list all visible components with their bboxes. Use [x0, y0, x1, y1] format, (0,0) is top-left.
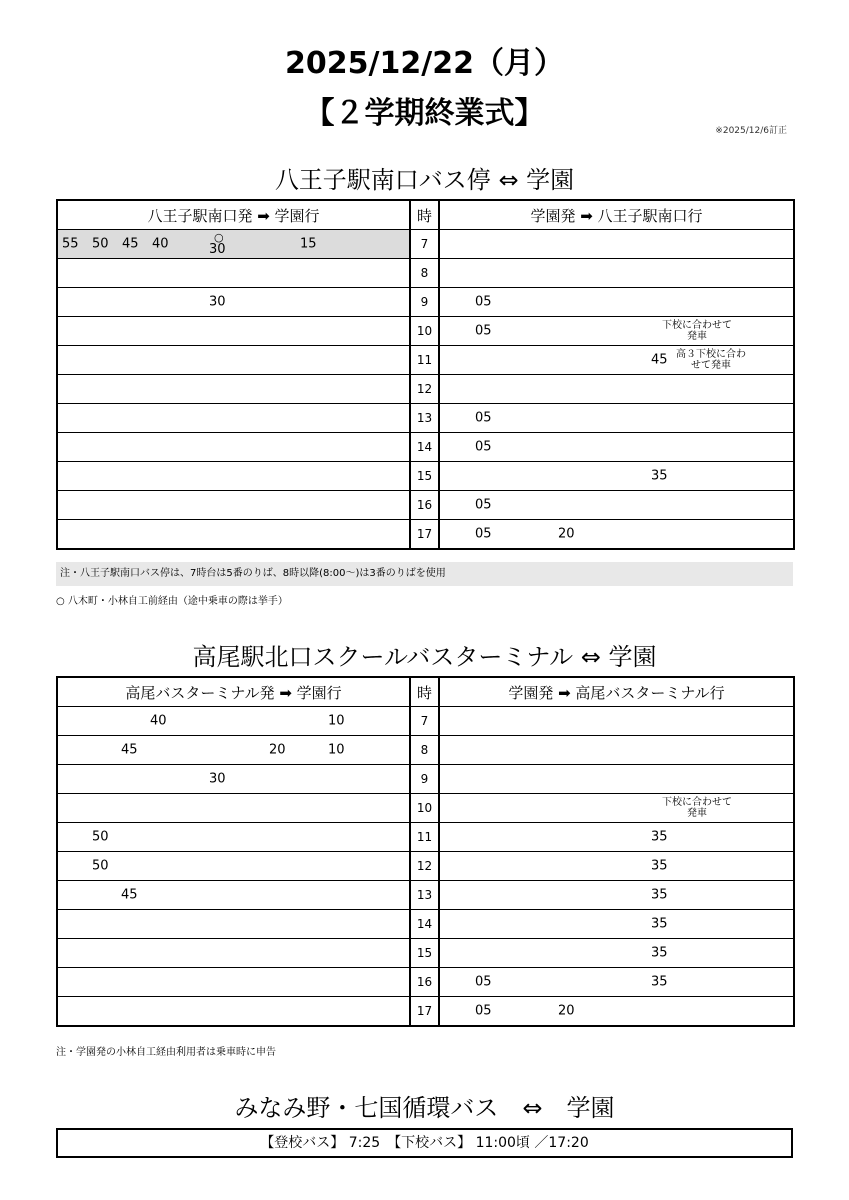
minute: 05: [475, 974, 492, 990]
minute: 45: [651, 352, 668, 368]
minute: 20: [558, 526, 575, 542]
to-school-cell: [57, 288, 410, 317]
from-school-cell: [439, 852, 794, 881]
hour-cell: 15: [410, 462, 439, 491]
from-school-cell: [439, 823, 794, 852]
hour-cell: 14: [410, 433, 439, 462]
takao-note: 注・学園発の小林自工経由利用者は乗車時に申告: [56, 1047, 276, 1058]
table-row: [57, 346, 794, 375]
from-school-cell: [439, 491, 794, 520]
hachioji-platform-note: 注・八王子駅南口バス停は、7時台は5番のりば、8時以降(8:00～)は3番のりばを使用: [56, 562, 793, 586]
from-school-cell: [439, 939, 794, 968]
to-school-cell: [57, 317, 410, 346]
from-school-cell: [439, 794, 794, 823]
table-header-row: [57, 677, 794, 707]
table-row: [57, 881, 794, 910]
to-school-cell: [57, 852, 410, 881]
hour-cell: 16: [410, 491, 439, 520]
table-row: [57, 765, 794, 794]
from-school-cell: [439, 317, 794, 346]
hour-cell: 7: [410, 230, 439, 259]
takao-timetable: [56, 676, 795, 1027]
table-row: [57, 230, 794, 259]
minute: 35: [651, 974, 668, 990]
to-school-cell: [57, 765, 410, 794]
to-school-cell: [57, 997, 410, 1027]
minute: 50: [92, 858, 109, 874]
hour-cell: 15: [410, 939, 439, 968]
from-school-cell: [439, 404, 794, 433]
minute: 20: [269, 742, 286, 758]
table-row: [57, 794, 794, 823]
minute: 40: [152, 236, 169, 252]
table-row: [57, 462, 794, 491]
to-school-cell: [57, 433, 410, 462]
minute: 35: [651, 858, 668, 874]
hour-cell: 10: [410, 794, 439, 823]
hour-cell: 13: [410, 881, 439, 910]
from-school-cell: [439, 433, 794, 462]
from-school-cell: [439, 910, 794, 939]
to-school-cell: [57, 794, 410, 823]
to-school-cell: [57, 736, 410, 765]
from-school-cell: [439, 736, 794, 765]
minute: 35: [651, 468, 668, 484]
minute: 30: [209, 294, 226, 310]
from-school-cell: [439, 375, 794, 404]
takao-section-title: 高尾駅北口スクールバスターミナル ⇔ 学園: [192, 643, 657, 671]
table-row: [57, 823, 794, 852]
table-header-row: [57, 200, 794, 230]
minute: 10: [328, 742, 345, 758]
minute: 45: [121, 887, 138, 903]
minute: 50: [92, 829, 109, 845]
table-row: [57, 317, 794, 346]
table-row: [57, 288, 794, 317]
to-school-cell: [57, 462, 410, 491]
hour-cell: 10: [410, 317, 439, 346]
table-row: [57, 259, 794, 288]
minute: 30: [209, 771, 226, 787]
table-row: [57, 939, 794, 968]
to-school-cell: [57, 939, 410, 968]
from-school-cell: [439, 462, 794, 491]
to-school-cell: [57, 404, 410, 433]
from-school-cell: [439, 520, 794, 550]
table-row: [57, 404, 794, 433]
to-school-cell: [57, 881, 410, 910]
minute: 05: [475, 497, 492, 513]
table-row: [57, 375, 794, 404]
minute: 05: [475, 323, 492, 339]
from-school-cell: [439, 259, 794, 288]
hour-cell: 17: [410, 520, 439, 550]
header-hour: 時: [410, 677, 439, 707]
from-school-cell: [439, 230, 794, 259]
to-school-cell: [57, 230, 410, 259]
to-school-cell: [57, 910, 410, 939]
minute: 10: [328, 713, 345, 729]
hour-cell: 8: [410, 259, 439, 288]
minute: 35: [651, 829, 668, 845]
minute: 35: [651, 916, 668, 932]
page-date: 2025/12/22（月）: [285, 46, 564, 81]
from-school-cell: [439, 765, 794, 794]
hour-cell: 11: [410, 346, 439, 375]
from-school-cell: [439, 346, 794, 375]
hour-cell: 13: [410, 404, 439, 433]
hour-cell: 16: [410, 968, 439, 997]
from-school-cell: [439, 997, 794, 1027]
minute: 45: [121, 742, 138, 758]
minute: 20: [558, 1003, 575, 1019]
hour-cell: 12: [410, 852, 439, 881]
to-school-cell: [57, 520, 410, 550]
minute: 45: [122, 236, 139, 252]
header-to-school: 高尾バスターミナル発 ➡ 学園行: [57, 677, 410, 707]
loop-section-title: みなみ野・七国循環バス ⇔ 学園: [234, 1094, 615, 1122]
table-row: [57, 491, 794, 520]
to-school-cell: [57, 823, 410, 852]
minute: 55: [62, 236, 79, 252]
minute: 05: [475, 439, 492, 455]
hour-cell: 8: [410, 736, 439, 765]
hachioji-via-note: ○ 八木町・小林自工前経由（途中乗車の際は挙手）: [56, 596, 288, 607]
from-school-cell: [439, 707, 794, 736]
header-from-school: 学園発 ➡ 高尾バスターミナル行: [439, 677, 794, 707]
departure-note: 高３下校に合わ せて発車: [676, 349, 746, 371]
table-row: [57, 707, 794, 736]
header-from-school: 学園発 ➡ 八王子駅南口行: [439, 200, 794, 230]
from-school-cell: [439, 288, 794, 317]
page-event: 【２学期終業式】: [304, 96, 545, 131]
to-school-cell: [57, 707, 410, 736]
minute: 05: [475, 1003, 492, 1019]
hour-cell: 17: [410, 997, 439, 1027]
minute: 40: [150, 713, 167, 729]
table-row: [57, 433, 794, 462]
hour-cell: 14: [410, 910, 439, 939]
hour-cell: 7: [410, 707, 439, 736]
minute: 30: [209, 242, 226, 257]
table-row: [57, 736, 794, 765]
hour-cell: 12: [410, 375, 439, 404]
hour-cell: 9: [410, 288, 439, 317]
table-row: [57, 520, 794, 550]
loop-bus-times: 【登校バス】 7:25 【下校バス】 11:00頃 ／17:20: [56, 1128, 793, 1158]
hachioji-section-title: 八王子駅南口バス停 ⇔ 学園: [274, 166, 575, 194]
to-school-cell: [57, 968, 410, 997]
via-circle-mark: ○: [214, 231, 224, 244]
to-school-cell: [57, 259, 410, 288]
hachioji-timetable: [56, 199, 795, 550]
hour-cell: 11: [410, 823, 439, 852]
header-to-school: 八王子駅南口発 ➡ 学園行: [57, 200, 410, 230]
departure-note: 下校に合わせて 発車: [662, 797, 732, 819]
departure-note: 下校に合わせて 発車: [662, 320, 732, 342]
to-school-cell: [57, 346, 410, 375]
minute: 15: [300, 236, 317, 252]
table-row: [57, 910, 794, 939]
minute: 05: [475, 410, 492, 426]
minute: 05: [475, 294, 492, 310]
minute: 05: [475, 526, 492, 542]
hour-cell: 9: [410, 765, 439, 794]
minute: 35: [651, 945, 668, 961]
table-row: [57, 997, 794, 1027]
table-row: [57, 968, 794, 997]
table-row: [57, 852, 794, 881]
header-hour: 時: [410, 200, 439, 230]
revision-note: ※2025/12/6訂正: [715, 126, 787, 136]
to-school-cell: [57, 375, 410, 404]
minute: 35: [651, 887, 668, 903]
minute: 50: [92, 236, 109, 252]
from-school-cell: [439, 881, 794, 910]
to-school-cell: [57, 491, 410, 520]
from-school-cell: [439, 968, 794, 997]
